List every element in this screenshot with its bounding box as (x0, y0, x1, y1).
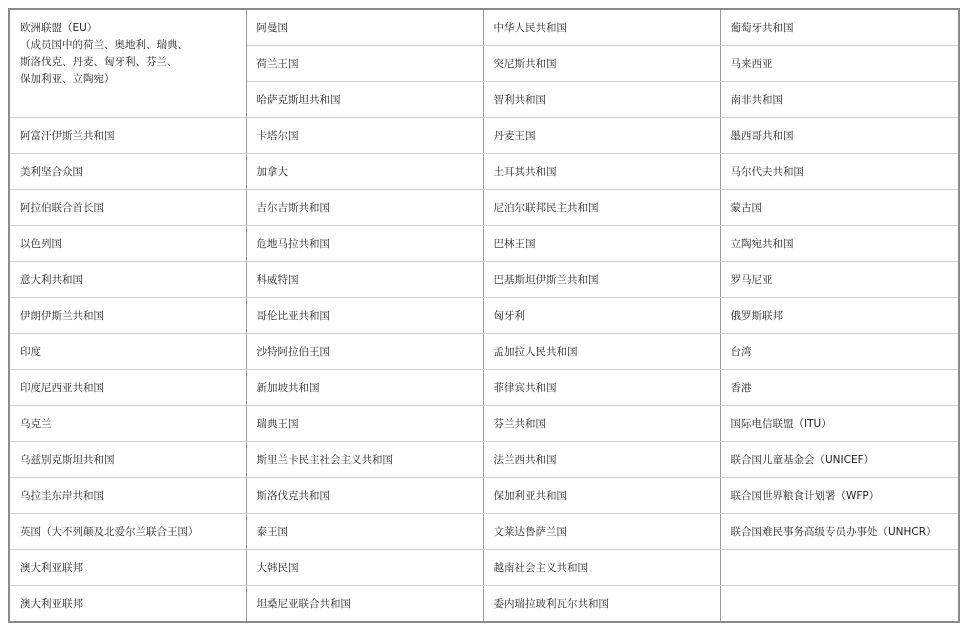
table-cell: 香港 (720, 370, 959, 406)
table-cell: 联合国世界粮食计划署（WFP） (720, 478, 959, 514)
table-row (9, 514, 959, 550)
table-cell: 以色列国 (9, 226, 246, 262)
table-cell: 危地马拉共和国 (246, 226, 483, 262)
table-cell: 澳大利亚联邦 (9, 586, 246, 623)
eu-cell-line: 欧洲联盟（EU） (20, 22, 98, 34)
table-cell: 乌兹别克斯坦共和国 (9, 442, 246, 478)
table-cell: 新加坡共和国 (246, 370, 483, 406)
table-cell: 卡塔尔国 (246, 118, 483, 154)
table-cell: 科威特国 (246, 262, 483, 298)
table-cell: 突尼斯共和国 (483, 46, 720, 82)
table-cell: 沙特阿拉伯王国 (246, 334, 483, 370)
country-table-container (8, 8, 960, 623)
eu-cell-line: （成员国中的荷兰、奥地利、瑞典、 (20, 39, 188, 51)
table-cell: 马尔代夫共和国 (720, 154, 959, 190)
table-cell: 瑞典王国 (246, 406, 483, 442)
table-cell: 斯里兰卡民主社会主义共和国 (246, 442, 483, 478)
table-cell: 阿曼国 (246, 9, 483, 46)
table-cell: 英国（大不列颠及北爱尔兰联合王国） (9, 514, 246, 550)
table-cell: 智利共和国 (483, 82, 720, 118)
table-cell: 南非共和国 (720, 82, 959, 118)
table-cell: 印度尼西亚共和国 (9, 370, 246, 406)
table-cell (720, 550, 959, 586)
table-cell: 台湾 (720, 334, 959, 370)
table-cell: 蒙古国 (720, 190, 959, 226)
table-cell: 尼泊尔联邦民主共和国 (483, 190, 720, 226)
table-cell: 荷兰王国 (246, 46, 483, 82)
table-cell: 坦桑尼亚联合共和国 (246, 586, 483, 623)
table-cell: 斯洛伐克共和国 (246, 478, 483, 514)
table-cell: 墨西哥共和国 (720, 118, 959, 154)
table-cell: 美利坚合众国 (9, 154, 246, 190)
table-cell: 越南社会主义共和国 (483, 550, 720, 586)
table-row (9, 550, 959, 586)
table-cell: 立陶宛共和国 (720, 226, 959, 262)
table-cell: 印度 (9, 334, 246, 370)
table-cell: 土耳其共和国 (483, 154, 720, 190)
table-row (9, 406, 959, 442)
table-cell: 大韩民国 (246, 550, 483, 586)
table-row (9, 262, 959, 298)
table-cell: 乌拉圭东岸共和国 (9, 478, 246, 514)
table-row (9, 478, 959, 514)
table-cell (720, 586, 959, 623)
table-cell: 马来西亚 (720, 46, 959, 82)
table-cell: 阿拉伯联合首长国 (9, 190, 246, 226)
table-cell: 联合国儿童基金会（UNICEF） (720, 442, 959, 478)
table-cell: 葡萄牙共和国 (720, 9, 959, 46)
table-cell: 俄罗斯联邦 (720, 298, 959, 334)
table-row (9, 586, 959, 623)
table-cell: 巴林王国 (483, 226, 720, 262)
table-row (9, 226, 959, 262)
table-cell: 阿富汗伊斯兰共和国 (9, 118, 246, 154)
table-row (9, 334, 959, 370)
table-cell: 委内瑞拉玻利瓦尔共和国 (483, 586, 720, 623)
table-cell: 意大利共和国 (9, 262, 246, 298)
table-cell: 联合国难民事务高级专员办事处（UNHCR） (720, 514, 959, 550)
table-cell: 芬兰共和国 (483, 406, 720, 442)
table-cell: 国际电信联盟（ITU） (720, 406, 959, 442)
table-cell: 哈萨克斯坦共和国 (246, 82, 483, 118)
table-cell: 法兰西共和国 (483, 442, 720, 478)
table-cell: 加拿大 (246, 154, 483, 190)
table-cell: 菲律宾共和国 (483, 370, 720, 406)
table-cell: 中华人民共和国 (483, 9, 720, 46)
table-cell: 澳大利亚联邦 (9, 550, 246, 586)
table-cell: 乌克兰 (9, 406, 246, 442)
table-cell: 巴基斯坦伊斯兰共和国 (483, 262, 720, 298)
country-table (8, 8, 960, 623)
table-cell: 哥伦比亚共和国 (246, 298, 483, 334)
table-row (9, 370, 959, 406)
eu-member-cell (9, 9, 246, 118)
table-cell: 伊朗伊斯兰共和国 (9, 298, 246, 334)
table-cell: 保加利亚共和国 (483, 478, 720, 514)
table-row (9, 298, 959, 334)
table-cell: 文莱达鲁萨兰国 (483, 514, 720, 550)
table-cell: 丹麦王国 (483, 118, 720, 154)
table-cell: 孟加拉人民共和国 (483, 334, 720, 370)
table-cell: 罗马尼亚 (720, 262, 959, 298)
table-cell: 泰王国 (246, 514, 483, 550)
table-row (9, 9, 959, 46)
eu-cell-line: 斯洛伐克、丹麦、匈牙利、芬兰、 (20, 56, 178, 68)
table-cell: 吉尔吉斯共和国 (246, 190, 483, 226)
table-row (9, 154, 959, 190)
table-row (9, 190, 959, 226)
country-table-body (9, 9, 959, 622)
table-row (9, 118, 959, 154)
eu-cell-line: 保加利亚、立陶宛） (20, 73, 115, 85)
table-cell: 匈牙利 (483, 298, 720, 334)
table-row (9, 442, 959, 478)
